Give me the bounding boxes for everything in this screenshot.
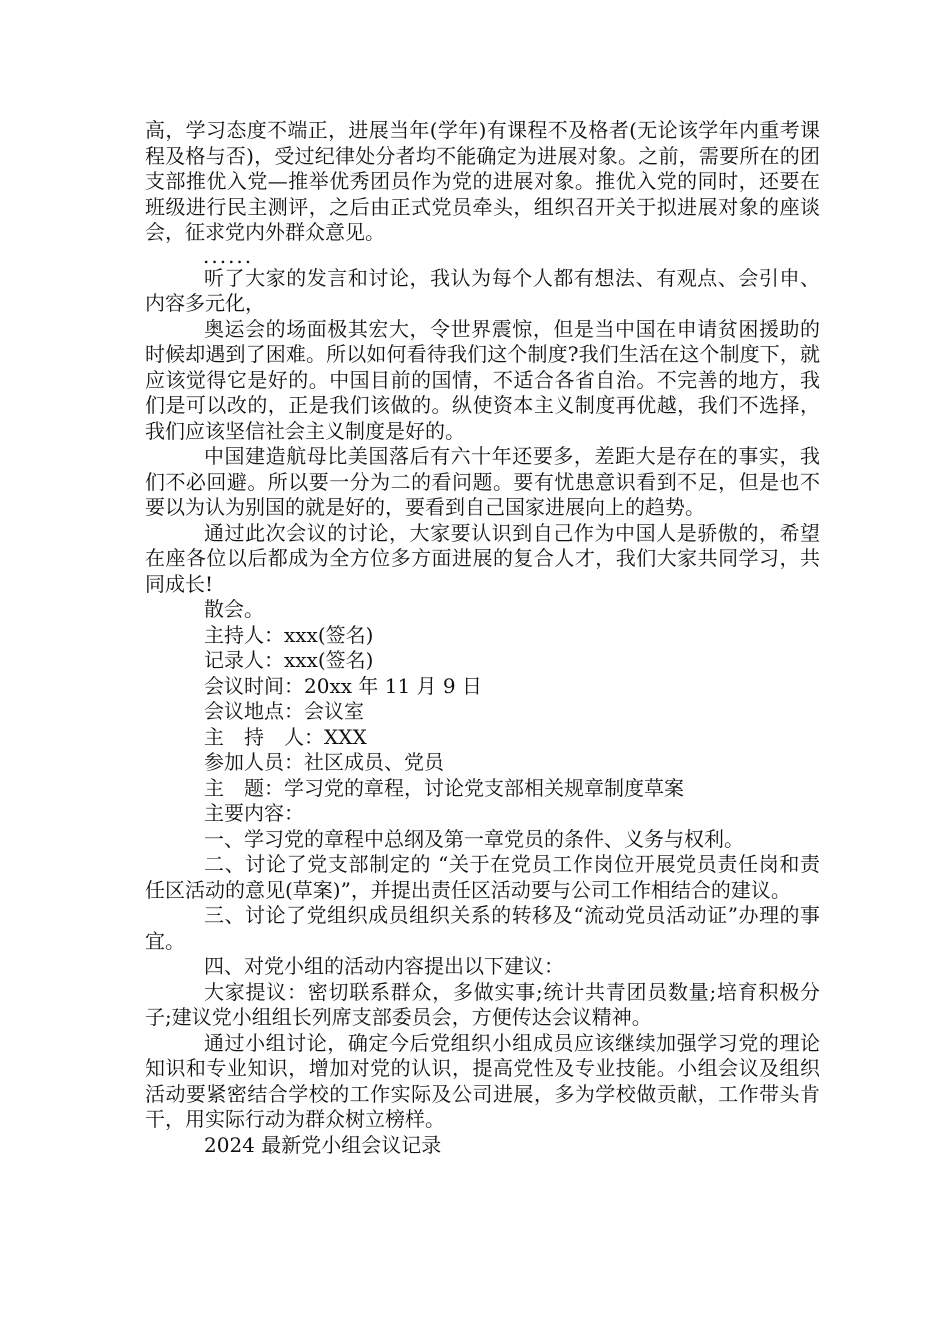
document-page xyxy=(145,118,820,1158)
paragraph-carrier: 中国建造航母比美国落后有六十年还要多，差距大是存在的事实，我们不必回避。所以要一分为二的看问题。要有忧患意识看到不足，但是也不要以为认为别国的就是好的，要看到自己国家进展向上的趋势。 xyxy=(145,444,820,519)
meeting-adjourned: 散会。 xyxy=(204,597,264,621)
meeting-topic: 主 题：学习党的章程，讨论党支部相关规章制度草案 xyxy=(204,775,684,800)
agenda-item-2: 二、讨论了党支部制定的 “关于在党员工作岗位开展党员责任岗和责任区活动的意见(草案)”，并提出责任区活动要与公司工作相结合的建议。 xyxy=(145,852,820,902)
paragraph-continuation: 高，学习态度不端正，进展当年(学年)有课程不及格者(无论该学年内重考课程及格与否)，受过纪律处分者均不能确定为进展对象。之前，需要所在的团支部推优入党—推举优秀团员作为党的进展对象。推优入党的同时，还要在班级进行民主测评，之后由正式党员牵头，组织召开关于拟进展对象的座谈会，征求党内外群众意见。 xyxy=(145,118,820,244)
suggestions-paragraph: 大家提议：密切联系群众，多做实事;统计共青团员数量;培育积极分子;建议党小组组长列席支部委员会，方便传达会议精神。 xyxy=(145,979,820,1029)
agenda-item-1: 一、学习党的章程中总纲及第一章党员的条件、义务与权利。 xyxy=(204,826,744,851)
meeting-attendees: 参加人员：社区成员、党员 xyxy=(204,750,444,774)
recorder-signature: 记录人：xxx(签名) xyxy=(204,648,374,672)
paragraph-olympics: 奥运会的场面极其宏大，令世界震惊，但是当中国在申请贫困援助的时候却遇到了困难。所以如何看待我们这个制度?我们生活在这个制度下，就应该觉得它是好的。中国目前的国情，不适合各省自治。不完善的地方，我们是可以改的，正是我们该做的。纵使资本主义制度再优越，我们不选择，我们应该坚信社会主义制度是好的。 xyxy=(145,316,820,443)
main-content-heading: 主要内容： xyxy=(204,801,304,825)
meeting-time: 会议时间：20xx 年 11 月 9 日 xyxy=(204,673,482,698)
summary-paragraph: 通过小组讨论，确定今后党组织小组成员应该继续加强学习党的理论知识和专业知识，增加对党的认识，提高党性及专业技能。小组会议及组织活动要紧密结合学校的工作实际及公司进展，多为学校做贡献，工作带头肯干，用实际行动为群众树立榜样。 xyxy=(145,1030,820,1131)
meeting-host: 主 持 人：XXX xyxy=(204,724,367,749)
paragraph-conclusion: 通过此次会议的讨论，大家要认识到自己作为中国人是骄傲的，希望在座各位以后都成为全方位多方面进展的复合人才，我们大家共同学习，共同成长! xyxy=(145,520,820,596)
agenda-item-4: 四、对党小组的活动内容提出以下建议： xyxy=(204,954,564,978)
paragraph-discussion: 听了大家的发言和讨论，我认为每个人都有想法、有观点、会引申、内容多元化， xyxy=(145,265,820,315)
agenda-item-3: 三、讨论了党组织成员组织关系的转移及“流动党员活动证”办理的事宜。 xyxy=(145,903,820,953)
meeting-location: 会议地点：会议室 xyxy=(204,699,364,723)
host-signature: 主持人：xxx(签名) xyxy=(204,622,374,647)
section-title: 2024 最新党小组会议记录 xyxy=(204,1132,442,1157)
ellipsis: ...... xyxy=(203,243,254,268)
